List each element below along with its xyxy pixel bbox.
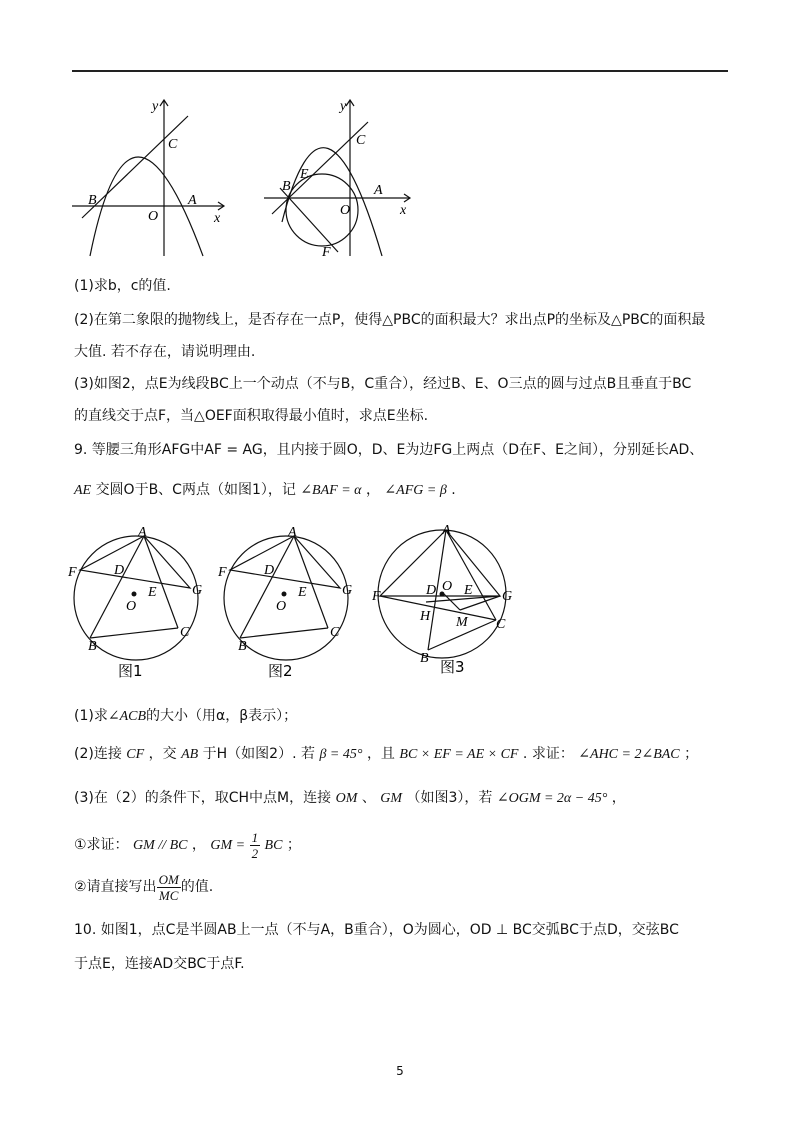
fig9-1-label-b: B [88, 639, 97, 654]
fig9-1-label-d: D [114, 563, 125, 578]
q9-sub2-product: BC × EF = AE × CF [399, 747, 519, 762]
q9-sub2-end: ； [684, 746, 699, 762]
q9-sub1-tail: 的大小（用α，β表示）； [146, 708, 298, 724]
fraction-denominator: MC [158, 887, 179, 903]
fraction-numerator: 1 [251, 829, 259, 845]
q9-claim1-comma: ， [191, 837, 206, 853]
fig9-2-label-g: G [342, 583, 353, 598]
fig9-3-label-c: C [496, 617, 506, 632]
q10-line2: 于点E，连接AD交BC于点F. [74, 956, 245, 972]
q9-ae: AE [74, 483, 92, 498]
q9-period: . [451, 482, 456, 498]
fraction-numerator: OM [158, 871, 179, 887]
parabola-figure-2 [260, 92, 420, 260]
circle-figure-3 [372, 522, 522, 678]
fig2-label-f: F [322, 245, 331, 260]
q9-alpha-def: ∠BAF = α [300, 483, 362, 498]
q9-claim2-tail: 的值. [180, 879, 214, 895]
fig9-1-label-a: A [138, 525, 147, 540]
fig9-3-label-h: H [420, 609, 431, 624]
circle-figure-1 [66, 524, 216, 684]
one-half-fraction [250, 830, 261, 861]
q8-part2-line1: (2)在第二象限的抛物线上，是否存在一点P，使得△PBC的面积最大？求出点P的坐标及△PBC的面积最 [74, 312, 706, 328]
fig9-2-label-f: F [218, 565, 227, 580]
q9-sub2-text: 于H（如图2）. 若 [202, 746, 315, 762]
q9-sub2-cf: CF [126, 747, 145, 762]
fig9-2-label-d: D [264, 563, 275, 578]
q9-sub2-prove: . 求证： [522, 746, 574, 762]
q9-sub2-angle-eq: ∠AHC = 2∠BAC [578, 747, 680, 762]
fig9-1-label-e: E [148, 585, 157, 600]
fig9-3-label-o: O [442, 579, 453, 594]
q9-claim1-bc: BC [264, 838, 283, 853]
q9-claim2 [74, 870, 213, 904]
q10-line1: 10. 如图1，点C是半圆AB上一点（不与A，B重合），O为圆心，OD ⊥ BC交弧BC于点D，交弦BC [74, 922, 679, 938]
q9-claim1-parallel: GM // BC [133, 838, 188, 853]
fig9-1-label-f: F [68, 565, 77, 580]
fig1-label-x: x [214, 211, 221, 226]
om-mc-fraction [157, 872, 181, 903]
q9-sub3 [74, 788, 626, 809]
fig9-3-label-a: A [442, 523, 451, 538]
fig9-1-label-g: G [192, 583, 203, 598]
fig9-3-label-d: D [426, 583, 437, 598]
fig9-3-label-b: B [420, 651, 429, 666]
q9-comma: ， [365, 482, 380, 498]
fig1-label-a: A [188, 193, 197, 208]
fig2-label-b: B [282, 179, 291, 194]
q9-claim2-lead: ②请直接写出 [74, 879, 157, 895]
q8-part1: (1)求b，c的值. [74, 278, 171, 294]
fraction-denominator: 2 [251, 845, 259, 861]
fig2-label-y: y [340, 99, 347, 114]
q9-line2-text: 交圆O于B、C两点（如图1），记 [95, 482, 296, 498]
fig2-label-e: E [300, 167, 309, 182]
fig9-1-label-c: C [180, 625, 190, 640]
fig9-3-label-e: E [464, 583, 473, 598]
fig9-2-label-b: B [238, 639, 247, 654]
q8-part3-line2: 的直线交于点F，当△OEF面积取得最小值时，求点E坐标. [74, 408, 429, 424]
fig9-1-label-o: O [126, 599, 137, 614]
fig9-2-caption: 图2 [268, 662, 293, 680]
q9-sub3-gm: GM [380, 791, 403, 806]
fig9-3-label-f: F [372, 589, 381, 604]
fig9-3-caption: 图3 [440, 658, 465, 676]
q9-sub2-ab: AB [181, 747, 199, 762]
q9-sub2-and: ，且 [366, 746, 395, 762]
q9-sub1-angle: ∠ACB [107, 709, 147, 724]
q9-sub2-beta: β = 45° [319, 747, 363, 762]
circle-figure-2 [216, 524, 366, 684]
q9-sub1 [74, 706, 297, 727]
fig2-label-a: A [374, 183, 383, 198]
fig2-label-c: C [356, 133, 366, 148]
q9-claim1-gm: GM = [210, 838, 246, 853]
fig1-label-y: y [152, 99, 159, 114]
fig1-label-b: B [88, 193, 97, 208]
q9-sub3-end: ， [611, 790, 626, 806]
fig9-3-label-g: G [502, 589, 513, 604]
fig9-3-label-m: M [456, 615, 468, 630]
q9-claim1 [74, 828, 301, 863]
fig9-2-label-e: E [298, 585, 307, 600]
fig9-2-label-o: O [276, 599, 287, 614]
fig9-1-caption: 图1 [118, 662, 143, 680]
fig1-label-o: O [148, 209, 159, 224]
q9-claim1-lead: ①求证： [74, 837, 129, 853]
q9-sub3-om: OM [335, 791, 358, 806]
q9-sub3-sep: 、 [361, 790, 376, 806]
q9-sub1-lead: (1)求 [74, 708, 108, 724]
q9-line2 [74, 480, 456, 501]
header-rule [72, 70, 728, 72]
q9-beta-def: ∠AFG = β [384, 483, 447, 498]
fig2-label-o: O [340, 203, 351, 218]
q8-part2-line2: 大值. 若不存在，请说明理由. [74, 344, 256, 360]
q9-sub3-angle: ∠OGM = 2α − 45° [496, 791, 608, 806]
q9-sub2-jiao: ，交 [148, 746, 177, 762]
fig9-2-label-c: C [330, 625, 340, 640]
parabola-figure-1 [68, 92, 238, 260]
q9-sub3-text: （如图3），若 [406, 790, 493, 806]
q9-sub2-lead: (2)连接 [74, 746, 122, 762]
q9-sub3-lead: (3)在（2）的条件下，取CH中点M，连接 [74, 790, 332, 806]
fig1-label-c: C [168, 137, 178, 152]
q9-line1: 9. 等腰三角形AFG中AF = AG，且内接于圆O，D、E为边FG上两点（D在F、E之间），分别延长AD、 [74, 442, 704, 458]
q8-part3-line1: (3)如图2，点E为线段BC上一个动点（不与B，C重合），经过B、E、O三点的圆与过点B且垂直于BC [74, 376, 692, 392]
fig9-2-label-a: A [288, 525, 297, 540]
q9-sub2 [74, 744, 698, 765]
q9-claim1-end: ； [286, 837, 301, 853]
fig2-label-x: x [400, 203, 407, 218]
page-number: 5 [396, 1064, 404, 1078]
